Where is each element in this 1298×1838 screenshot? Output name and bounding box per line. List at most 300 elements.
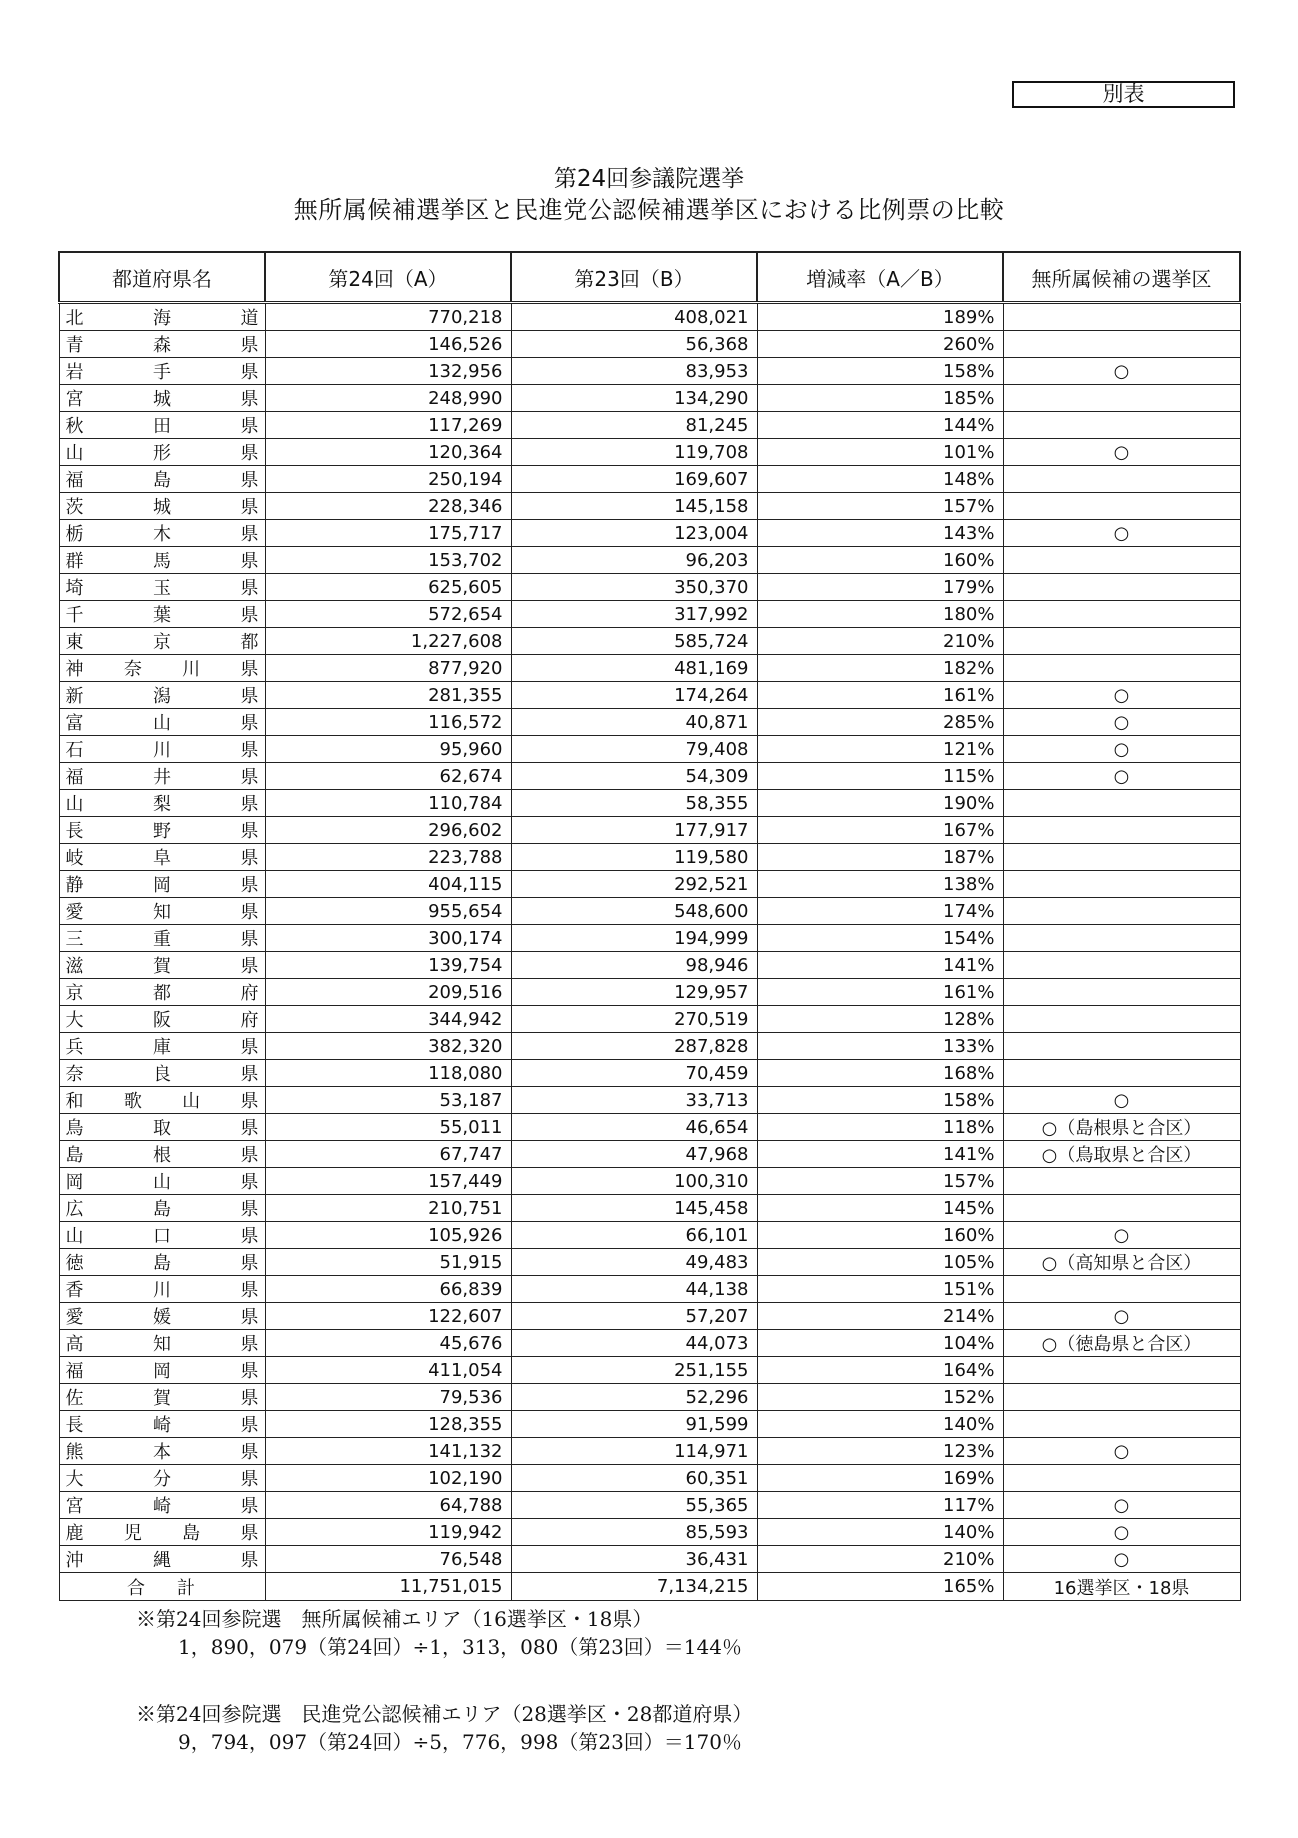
cell-24th: 146,526: [265, 331, 511, 358]
cell-prefecture: [59, 1546, 265, 1573]
prefecture-char: 県: [240, 659, 259, 680]
prefecture-name: [66, 1519, 259, 1545]
table-header-row: [59, 252, 1240, 303]
cell-23rd: 129,957: [511, 979, 757, 1006]
prefecture-char: 県: [240, 362, 259, 383]
table-row: [59, 1519, 1240, 1546]
total-row: [59, 1573, 1240, 1601]
cell-independent: [1003, 790, 1240, 817]
prefecture-char: 大: [65, 1469, 84, 1490]
cell-rate: 210%: [757, 1546, 1003, 1573]
cell-23rd: 114,971: [511, 1438, 757, 1465]
cell-prefecture: [59, 1060, 265, 1087]
cell-24th: 51,915: [265, 1249, 511, 1276]
cell-independent: ○: [1003, 1303, 1240, 1330]
cell-rate: 168%: [757, 1060, 1003, 1087]
prefecture-name: [66, 1006, 259, 1032]
prefecture-char: 口: [153, 1226, 171, 1247]
table-row: [59, 1249, 1240, 1276]
cell-rate: 152%: [757, 1384, 1003, 1411]
prefecture-char: 山: [65, 794, 84, 815]
prefecture-char: 群: [65, 551, 84, 572]
prefecture-char: 県: [240, 524, 259, 545]
cell-24th: 141,132: [265, 1438, 511, 1465]
prefecture-name: [66, 763, 259, 789]
cell-rate: 140%: [757, 1411, 1003, 1438]
prefecture-char: 県: [240, 875, 259, 896]
prefecture-char: 都: [153, 983, 171, 1004]
prefecture-name: [66, 1546, 259, 1572]
prefecture-name: [66, 520, 259, 546]
cell-prefecture: [59, 655, 265, 682]
prefecture-char: 神: [65, 659, 84, 680]
prefecture-char: 県: [240, 1253, 259, 1274]
prefecture-name: [66, 358, 259, 384]
table-row: [59, 1195, 1240, 1222]
note-calc: 1，890，079（第24回）÷1，313，080（第23回）＝144％: [178, 1635, 742, 1659]
cell-independent: ○: [1003, 1438, 1240, 1465]
total-label: 合計: [59, 1573, 265, 1601]
prefecture-char: 県: [240, 1064, 259, 1085]
table-row: [59, 1033, 1240, 1060]
prefecture-char: 県: [240, 902, 259, 923]
cell-24th: 1,227,608: [265, 628, 511, 655]
prefecture-char: 県: [240, 416, 259, 437]
cell-prefecture: [59, 601, 265, 628]
prefecture-char: 県: [240, 1091, 259, 1112]
prefecture-char: 重: [153, 929, 171, 950]
prefecture-char: 県: [240, 1496, 259, 1517]
prefecture-char: 崎: [153, 1496, 171, 1517]
cell-24th: 572,654: [265, 601, 511, 628]
cell-23rd: 100,310: [511, 1168, 757, 1195]
cell-rate: 157%: [757, 1168, 1003, 1195]
table-row: [59, 1384, 1240, 1411]
prefecture-char: 県: [240, 470, 259, 491]
document-title: 第24回参議院選挙: [553, 166, 745, 192]
cell-23rd: 85,593: [511, 1519, 757, 1546]
prefecture-name: [66, 547, 259, 573]
table-row: [59, 1276, 1240, 1303]
cell-rate: 123%: [757, 1438, 1003, 1465]
table-row: [59, 439, 1240, 466]
prefecture-name: [66, 898, 259, 924]
prefecture-char: 山: [153, 1172, 171, 1193]
cell-24th: 128,355: [265, 1411, 511, 1438]
prefecture-name: [66, 1384, 259, 1410]
cell-independent: ○（鳥取県と合区）: [1003, 1141, 1240, 1168]
cell-independent: [1003, 1465, 1240, 1492]
prefecture-char: 徳: [65, 1253, 84, 1274]
prefecture-char: 葉: [153, 605, 171, 626]
prefecture-name: [66, 574, 259, 600]
cell-24th: 223,788: [265, 844, 511, 871]
prefecture-name: [66, 331, 259, 357]
cell-24th: 210,751: [265, 1195, 511, 1222]
prefecture-char: 県: [240, 1469, 259, 1490]
prefecture-char: 県: [240, 713, 259, 734]
prefecture-char: 和: [65, 1091, 84, 1112]
cell-rate: 160%: [757, 1222, 1003, 1249]
prefecture-char: 県: [240, 686, 259, 707]
prefecture-name: [66, 1411, 259, 1437]
cell-rate: 104%: [757, 1330, 1003, 1357]
prefecture-char: 石: [65, 740, 84, 761]
prefecture-char: 県: [240, 1226, 259, 1247]
cell-23rd: 47,968: [511, 1141, 757, 1168]
prefecture-char: 川: [182, 659, 201, 680]
prefecture-char: 福: [65, 1361, 84, 1382]
prefecture-char: 島: [182, 1523, 201, 1544]
prefecture-char: 鳥: [65, 1118, 84, 1139]
prefecture-char: 岐: [65, 848, 84, 869]
cell-independent: [1003, 1060, 1240, 1087]
prefecture-name: [66, 304, 259, 330]
table-row: [59, 1357, 1240, 1384]
table-row: [59, 898, 1240, 925]
prefecture-char: 兵: [65, 1037, 84, 1058]
cell-rate: 158%: [757, 358, 1003, 385]
cell-prefecture: [59, 493, 265, 520]
prefecture-name: [66, 1276, 259, 1302]
cell-independent: [1003, 1168, 1240, 1195]
prefecture-char: 栃: [65, 524, 84, 545]
table-row: [59, 1492, 1240, 1519]
cell-24th: 877,920: [265, 655, 511, 682]
cell-24th: 153,702: [265, 547, 511, 574]
cell-independent: [1003, 871, 1240, 898]
cell-23rd: 585,724: [511, 628, 757, 655]
cell-rate: 187%: [757, 844, 1003, 871]
cell-rate: 140%: [757, 1519, 1003, 1546]
cell-23rd: 123,004: [511, 520, 757, 547]
prefecture-char: 岡: [153, 1361, 171, 1382]
cell-rate: 145%: [757, 1195, 1003, 1222]
prefecture-char: 三: [65, 929, 84, 950]
prefecture-char: 城: [153, 389, 171, 410]
total-independent: 16選挙区・18県: [1003, 1573, 1240, 1601]
cell-24th: 625,605: [265, 574, 511, 601]
cell-independent: ○: [1003, 763, 1240, 790]
cell-prefecture: [59, 844, 265, 871]
cell-24th: 102,190: [265, 1465, 511, 1492]
cell-rate: 190%: [757, 790, 1003, 817]
cell-rate: 118%: [757, 1114, 1003, 1141]
prefecture-char: 岩: [65, 362, 84, 383]
cell-prefecture: [59, 1465, 265, 1492]
cell-prefecture: [59, 466, 265, 493]
cell-24th: 67,747: [265, 1141, 511, 1168]
cell-prefecture: [59, 1141, 265, 1168]
note-line: ※第24回参院選 無所属候補エリア（16選挙区・18県）: [136, 1607, 653, 1631]
cell-24th: 382,320: [265, 1033, 511, 1060]
table-row: [59, 1303, 1240, 1330]
prefecture-name: [66, 1465, 259, 1491]
prefecture-name: [66, 1222, 259, 1248]
prefecture-char: 宮: [65, 1496, 84, 1517]
cell-independent: [1003, 385, 1240, 412]
prefecture-char: 道: [240, 308, 259, 329]
prefecture-char: 長: [65, 1415, 84, 1436]
cell-prefecture: [59, 1438, 265, 1465]
prefecture-char: 城: [153, 497, 171, 518]
table-row: [59, 1330, 1240, 1357]
cell-24th: 95,960: [265, 736, 511, 763]
prefecture-char: 県: [240, 497, 259, 518]
prefecture-char: 木: [153, 524, 171, 545]
cell-23rd: 70,459: [511, 1060, 757, 1087]
cell-24th: 250,194: [265, 466, 511, 493]
cell-rate: 138%: [757, 871, 1003, 898]
table-row: [59, 1168, 1240, 1195]
header-rate: 増減率（A／B）: [757, 252, 1003, 303]
cell-independent: [1003, 601, 1240, 628]
cell-independent: [1003, 412, 1240, 439]
cell-independent: [1003, 1276, 1240, 1303]
prefecture-name: [66, 1195, 259, 1221]
cell-24th: 955,654: [265, 898, 511, 925]
table-row: [59, 1114, 1240, 1141]
cell-24th: 175,717: [265, 520, 511, 547]
cell-23rd: 33,713: [511, 1087, 757, 1114]
cell-rate: 121%: [757, 736, 1003, 763]
prefecture-char: 新: [65, 686, 84, 707]
cell-24th: 64,788: [265, 1492, 511, 1519]
prefecture-char: 本: [153, 1442, 171, 1463]
prefecture-char: 県: [240, 335, 259, 356]
table-row: [59, 925, 1240, 952]
cell-24th: 122,607: [265, 1303, 511, 1330]
table-row: [59, 1546, 1240, 1573]
table-row: [59, 817, 1240, 844]
prefecture-name: [66, 871, 259, 897]
cell-23rd: 174,264: [511, 682, 757, 709]
prefecture-char: 沖: [65, 1550, 84, 1571]
cell-23rd: 55,365: [511, 1492, 757, 1519]
cell-independent: [1003, 331, 1240, 358]
cell-independent: ○: [1003, 358, 1240, 385]
table-row: [59, 1141, 1240, 1168]
cell-prefecture: [59, 952, 265, 979]
cell-independent: ○（高知県と合区）: [1003, 1249, 1240, 1276]
cell-prefecture: [59, 817, 265, 844]
cell-prefecture: [59, 574, 265, 601]
prefecture-char: 県: [240, 1523, 259, 1544]
table-row: [59, 466, 1240, 493]
prefecture-char: 県: [240, 1172, 259, 1193]
prefecture-char: 島: [153, 1253, 171, 1274]
cell-24th: 105,926: [265, 1222, 511, 1249]
prefecture-name: [66, 1141, 259, 1167]
cell-24th: 62,674: [265, 763, 511, 790]
cell-23rd: 58,355: [511, 790, 757, 817]
cell-prefecture: [59, 547, 265, 574]
cell-23rd: 56,368: [511, 331, 757, 358]
prefecture-name: [66, 1357, 259, 1383]
cell-24th: 300,174: [265, 925, 511, 952]
table-row: [59, 385, 1240, 412]
table-row: [59, 493, 1240, 520]
table-row: [59, 682, 1240, 709]
prefecture-char: 玉: [153, 578, 171, 599]
prefecture-char: 秋: [65, 416, 84, 437]
cell-23rd: 287,828: [511, 1033, 757, 1060]
prefecture-char: 県: [240, 1037, 259, 1058]
table-row: [59, 628, 1240, 655]
cell-23rd: 169,607: [511, 466, 757, 493]
table-row: [59, 1006, 1240, 1033]
cell-24th: 281,355: [265, 682, 511, 709]
prefecture-char: 茨: [65, 497, 84, 518]
prefecture-name: [66, 628, 259, 654]
prefecture-name: [66, 790, 259, 816]
prefecture-name: [66, 412, 259, 438]
prefecture-char: 熊: [65, 1442, 84, 1463]
prefecture-char: 手: [153, 362, 171, 383]
cell-24th: 344,942: [265, 1006, 511, 1033]
cell-rate: 285%: [757, 709, 1003, 736]
cell-23rd: 481,169: [511, 655, 757, 682]
cell-23rd: 317,992: [511, 601, 757, 628]
cell-independent: [1003, 303, 1240, 331]
cell-independent: [1003, 1384, 1240, 1411]
cell-rate: 141%: [757, 952, 1003, 979]
cell-independent: [1003, 1195, 1240, 1222]
header-24th: 第24回（A）: [265, 252, 511, 303]
prefecture-char: 静: [65, 875, 84, 896]
cell-independent: ○: [1003, 682, 1240, 709]
cell-prefecture: [59, 1168, 265, 1195]
prefecture-char: 岡: [65, 1172, 84, 1193]
cell-independent: [1003, 574, 1240, 601]
prefecture-name: [66, 952, 259, 978]
cell-23rd: 66,101: [511, 1222, 757, 1249]
prefecture-char: 埼: [65, 578, 84, 599]
cell-independent: ○: [1003, 1519, 1240, 1546]
prefecture-name: [66, 1033, 259, 1059]
cell-rate: 128%: [757, 1006, 1003, 1033]
table-row: [59, 1438, 1240, 1465]
table-row: [59, 736, 1240, 763]
prefecture-name: [66, 1438, 259, 1464]
table-row: [59, 412, 1240, 439]
prefecture-char: 田: [153, 416, 171, 437]
cell-23rd: 96,203: [511, 547, 757, 574]
cell-23rd: 52,296: [511, 1384, 757, 1411]
cell-independent: ○: [1003, 1546, 1240, 1573]
prefecture-name: [66, 844, 259, 870]
table-row: [59, 303, 1240, 331]
prefecture-char: 鹿: [65, 1523, 84, 1544]
cell-prefecture: [59, 736, 265, 763]
cell-23rd: 60,351: [511, 1465, 757, 1492]
prefecture-char: 岡: [153, 875, 171, 896]
total-23rd: 7,134,215: [511, 1573, 757, 1601]
cell-23rd: 408,021: [511, 303, 757, 331]
cell-23rd: 145,158: [511, 493, 757, 520]
total-24th: 11,751,015: [265, 1573, 511, 1601]
cell-24th: 76,548: [265, 1546, 511, 1573]
cell-rate: 164%: [757, 1357, 1003, 1384]
prefecture-char: 賀: [153, 956, 171, 977]
cell-24th: 296,602: [265, 817, 511, 844]
cell-independent: ○: [1003, 1492, 1240, 1519]
cell-23rd: 251,155: [511, 1357, 757, 1384]
prefecture-char: 京: [65, 983, 84, 1004]
prefecture-char: 海: [153, 308, 171, 329]
cell-24th: 53,187: [265, 1087, 511, 1114]
prefecture-char: 知: [153, 1334, 171, 1355]
prefecture-char: 大: [65, 1010, 84, 1031]
prefecture-char: 山: [65, 1226, 84, 1247]
cell-24th: 404,115: [265, 871, 511, 898]
cell-rate: 161%: [757, 979, 1003, 1006]
cell-rate: 167%: [757, 817, 1003, 844]
cell-prefecture: [59, 303, 265, 331]
cell-independent: [1003, 817, 1240, 844]
cell-prefecture: [59, 1249, 265, 1276]
cell-prefecture: [59, 412, 265, 439]
prefecture-char: 県: [240, 821, 259, 842]
prefecture-char: 富: [65, 713, 84, 734]
prefecture-name: [66, 1330, 259, 1356]
prefecture-char: 知: [153, 902, 171, 923]
prefecture-char: 県: [240, 767, 259, 788]
prefecture-name: [66, 979, 259, 1005]
prefecture-char: 島: [153, 1199, 171, 1220]
cell-independent: ○: [1003, 1087, 1240, 1114]
table-row: [59, 844, 1240, 871]
table-row: [59, 790, 1240, 817]
cell-prefecture: [59, 682, 265, 709]
prefecture-char: 都: [240, 632, 259, 653]
cell-prefecture: [59, 1384, 265, 1411]
prefecture-char: 井: [153, 767, 171, 788]
cell-23rd: 79,408: [511, 736, 757, 763]
table-row: [59, 358, 1240, 385]
cell-24th: 157,449: [265, 1168, 511, 1195]
prefecture-char: 高: [65, 1334, 84, 1355]
cell-prefecture: [59, 925, 265, 952]
cell-23rd: 83,953: [511, 358, 757, 385]
prefecture-char: 奈: [123, 659, 142, 680]
table-row: [59, 952, 1240, 979]
prefecture-char: 京: [153, 632, 171, 653]
comparison-table: [58, 251, 1241, 1601]
cell-rate: 179%: [757, 574, 1003, 601]
cell-prefecture: [59, 1222, 265, 1249]
cell-rate: 161%: [757, 682, 1003, 709]
prefecture-name: [66, 1060, 259, 1086]
prefecture-char: 歌: [123, 1091, 142, 1112]
prefecture-char: 県: [240, 1361, 259, 1382]
cell-23rd: 119,580: [511, 844, 757, 871]
prefecture-char: 長: [65, 821, 84, 842]
cell-23rd: 54,309: [511, 763, 757, 790]
table-row: [59, 601, 1240, 628]
note-line: ※第24回参院選 民進党公認候補エリア（28選挙区・28都道府県）: [136, 1702, 753, 1726]
cell-rate: 154%: [757, 925, 1003, 952]
cell-prefecture: [59, 628, 265, 655]
cell-24th: 248,990: [265, 385, 511, 412]
cell-rate: 174%: [757, 898, 1003, 925]
table-row: [59, 1060, 1240, 1087]
prefecture-char: 分: [153, 1469, 171, 1490]
cell-23rd: 145,458: [511, 1195, 757, 1222]
prefecture-char: 媛: [153, 1307, 171, 1328]
table-row: [59, 331, 1240, 358]
cell-rate: 185%: [757, 385, 1003, 412]
